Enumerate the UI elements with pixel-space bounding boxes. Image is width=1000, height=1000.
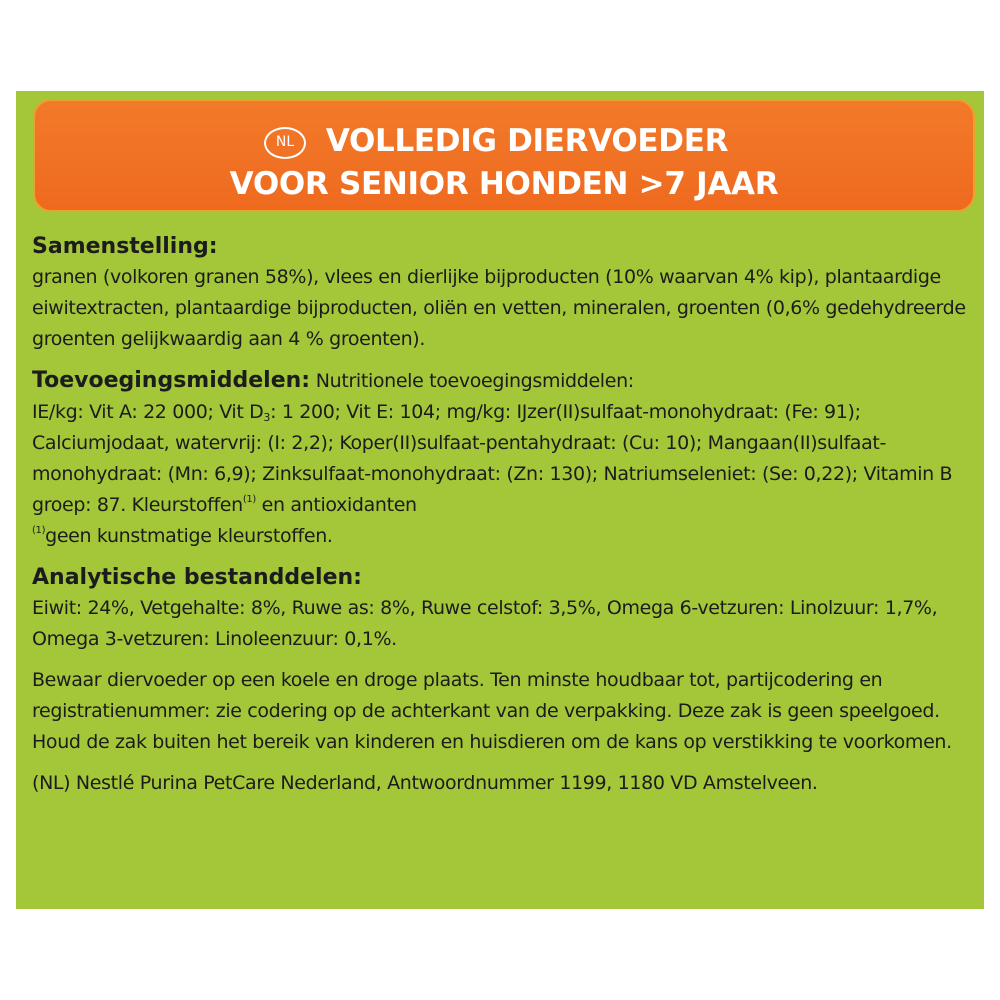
composition-section — [32, 231, 972, 355]
footnote-text: geen kunstmatige kleurstoffen. — [45, 525, 333, 547]
manufacturer-text: (NL) Nestlé Purina PetCare Nederland, Antwoordnummer 1199, 1180 VD Amstelveen. — [32, 772, 818, 794]
composition-heading: Samenstelling: — [32, 234, 218, 259]
additives-intro: Nutritionele toevoegingsmiddelen: — [315, 370, 634, 392]
product-type-banner — [33, 99, 975, 212]
analytical-section — [32, 562, 972, 655]
composition-text: granen (volkoren granen 58%), vlees en dierlijke bijproducten (10% waarvan 4% kip), plantaardige eiwitextracten, plantaardige bijproducten, oliën en vetten, mineralen, groenten (0,6% gedehydreerde groenten gelijkwaardig aan 4 % groenten). — [32, 266, 966, 350]
storage-section — [32, 665, 972, 758]
footnote-mark-2: (1) — [32, 525, 46, 536]
footnote-mark: (1) — [242, 494, 256, 505]
additives-text-part-3: en antioxidanten — [255, 494, 417, 516]
analytical-text: Eiwit: 24%, Vetgehalte: 8%, Ruwe as: 8%, Ruwe celstof: 3,5%, Omega 6-vetzuren: Linolzuur: 1,7%, Omega 3-vetzuren: Linoleenzuur: 0,1%. — [32, 597, 938, 650]
banner-title-line-1: VOLLEDIG DIERVOEDER — [325, 123, 729, 159]
additives-text-part-1: IE/kg: Vit A: 22 000; Vit D — [32, 401, 264, 423]
label-panel — [16, 91, 984, 909]
banner-title-line-2: VOOR SENIOR HONDEN >7 JAAR — [229, 166, 779, 202]
additives-section — [32, 365, 972, 552]
additives-text-part-2: : 1 200; Vit E: 104; mg/kg: IJzer(II)sulfaat-monohydraat: (Fe: 91); Calciumjodaat, watervrij: (I: 2,2); Koper(II)sulfaat-pentahydraat: (Cu: 10); Mangaan(II)sulfaat-monohydraat: (Mn: 6,9); Zinksulfaat-monohydraat: (Zn: 130); Natriumseleniet: (Se: 0,22); Vitamin B groep: 87. Kleurstoffen — [32, 401, 953, 516]
country-badge: NL — [264, 127, 306, 159]
label-content — [32, 231, 972, 809]
vitamin-d-subscript: 3 — [263, 411, 271, 424]
additives-heading: Toevoegingsmiddelen: — [32, 368, 311, 393]
analytical-heading: Analytische bestanddelen: — [32, 565, 362, 590]
manufacturer-section — [32, 768, 972, 799]
storage-text: Bewaar diervoeder op een koele en droge plaats. Ten minste houdbaar tot, partijcodering en registratienummer: zie codering op de achterkant van de verpakking. Deze zak is geen speelgoed. Houd de zak buiten het bereik van kinderen en huisdieren om de kans op verstikking te voorkomen. — [32, 669, 952, 753]
